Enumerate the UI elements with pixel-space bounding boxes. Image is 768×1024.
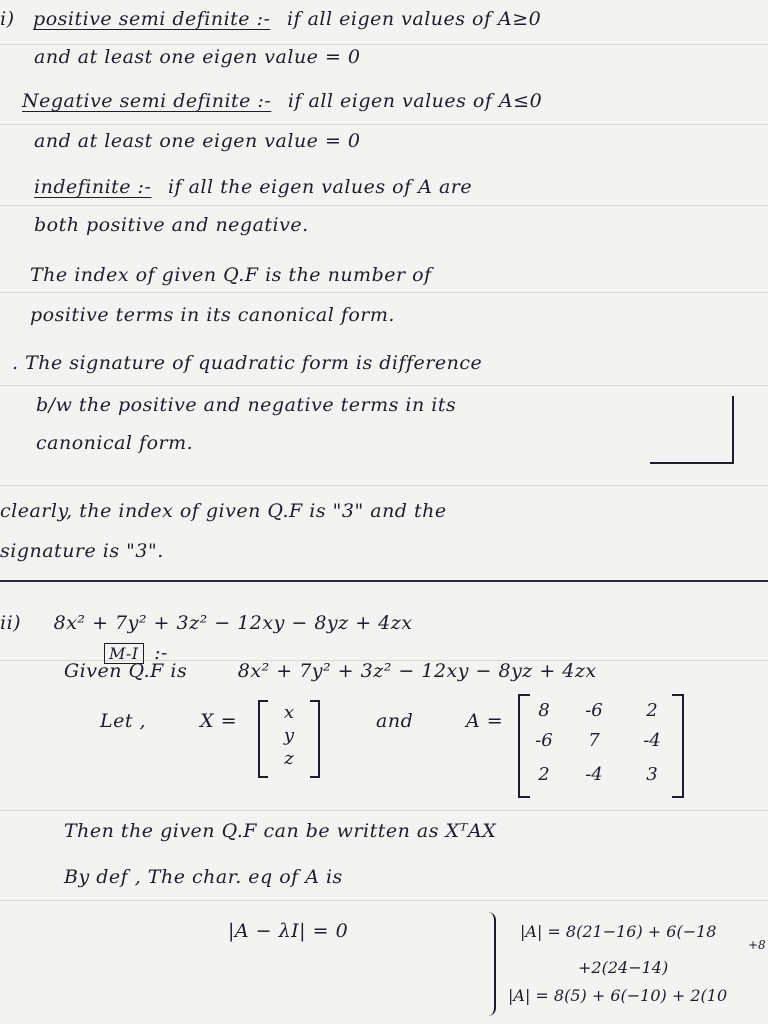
a-matrix-cell: -6	[535, 730, 553, 751]
psd-line-2: and at least one eigen value = 0	[34, 46, 361, 68]
psd-line-1	[0, 8, 541, 30]
ruled-line	[0, 292, 768, 293]
indef-term: indefinite :-	[34, 176, 152, 198]
a-matrix-cell: -4	[585, 764, 603, 785]
indef-rest-1: if all the eigen values of A are	[167, 176, 473, 198]
section-divider	[0, 580, 768, 582]
nsd-rest-1: if all eigen values of A≤0	[287, 90, 543, 112]
x-vector-left-bracket	[258, 700, 268, 778]
psd-number: i)	[0, 8, 15, 30]
method-suffix: :-	[154, 642, 168, 664]
a-matrix-cell: 3	[646, 764, 658, 785]
ruled-line	[0, 124, 768, 125]
problem-line	[0, 612, 412, 634]
a-label: A =	[466, 710, 504, 732]
x-vector-entry: y	[283, 725, 295, 746]
a-matrix-cell: 2	[646, 700, 658, 721]
indef-line-2: both positive and negative.	[34, 214, 309, 236]
psd-term: positive semi definite :-	[33, 8, 271, 30]
then-line: Then the given Q.F can be written as XᵀAX	[64, 820, 497, 842]
a-matrix-cell: 7	[588, 730, 600, 751]
given-label: Given Q.F is	[64, 660, 188, 682]
det-line-3: |A| = 8(5) + 6(−10) + 2(10	[508, 986, 728, 1005]
index-def-line-1: The index of given Q.F is the number of	[30, 264, 432, 286]
x-vector-entry: x	[283, 702, 295, 723]
a-matrix-right-bracket	[672, 694, 684, 798]
given-line	[64, 660, 597, 682]
a-matrix	[518, 694, 684, 798]
ruled-line	[0, 900, 768, 901]
nsd-term: Negative semi definite :-	[22, 90, 272, 112]
given-expression: 8x² + 7y² + 3z² − 12xy − 8yz + 4zx	[237, 660, 597, 682]
ruled-line	[0, 485, 768, 486]
psd-rest-1: if all eigen values of A≥0	[286, 8, 542, 30]
a-matrix-cell: 8	[538, 700, 550, 721]
and-label: and	[376, 710, 414, 732]
x-vector	[258, 700, 320, 778]
let-label: Let ,	[100, 710, 147, 732]
ruled-line	[0, 810, 768, 811]
det-line-2: +2(24−14)	[578, 958, 669, 977]
det-line-1b: +8	[748, 938, 766, 952]
char-equation: |A − λI| = 0	[228, 920, 349, 942]
x-vector-entry: z	[284, 748, 294, 769]
index-def-line-2: positive terms in its canonical form.	[30, 304, 395, 326]
a-matrix-cell: -6	[585, 700, 603, 721]
side-work-brace	[488, 912, 496, 1016]
a-matrix-cell: 2	[538, 764, 550, 785]
det-line-1: |A| = 8(21−16) + 6(−18	[520, 922, 717, 941]
signature-def-line-1: . The signature of quadratic form is difference	[12, 352, 483, 374]
ruled-line	[0, 44, 768, 45]
nsd-line-2: and at least one eigen value = 0	[34, 130, 361, 152]
conclusion-line-2: signature is "3".	[0, 540, 164, 562]
indef-line-1	[34, 176, 472, 198]
problem-expression: 8x² + 7y² + 3z² − 12xy − 8yz + 4zx	[53, 612, 413, 634]
bydef-line: By def , The char. eq of A is	[64, 866, 343, 888]
problem-number: ii)	[0, 612, 22, 634]
x-vector-right-bracket	[310, 700, 320, 778]
ruled-line	[0, 205, 768, 206]
section-end-mark	[650, 396, 734, 464]
x-label: X =	[200, 710, 237, 732]
a-matrix-cell: -4	[643, 730, 661, 751]
signature-def-line-3: canonical form.	[36, 432, 194, 454]
ruled-line	[0, 385, 768, 386]
conclusion-line-1: clearly, the index of given Q.F is "3" and the	[0, 500, 447, 522]
signature-def-line-2: b/w the positive and negative terms in its	[36, 394, 457, 416]
method-tag: M-I	[104, 643, 144, 664]
nsd-line-1	[22, 90, 542, 112]
